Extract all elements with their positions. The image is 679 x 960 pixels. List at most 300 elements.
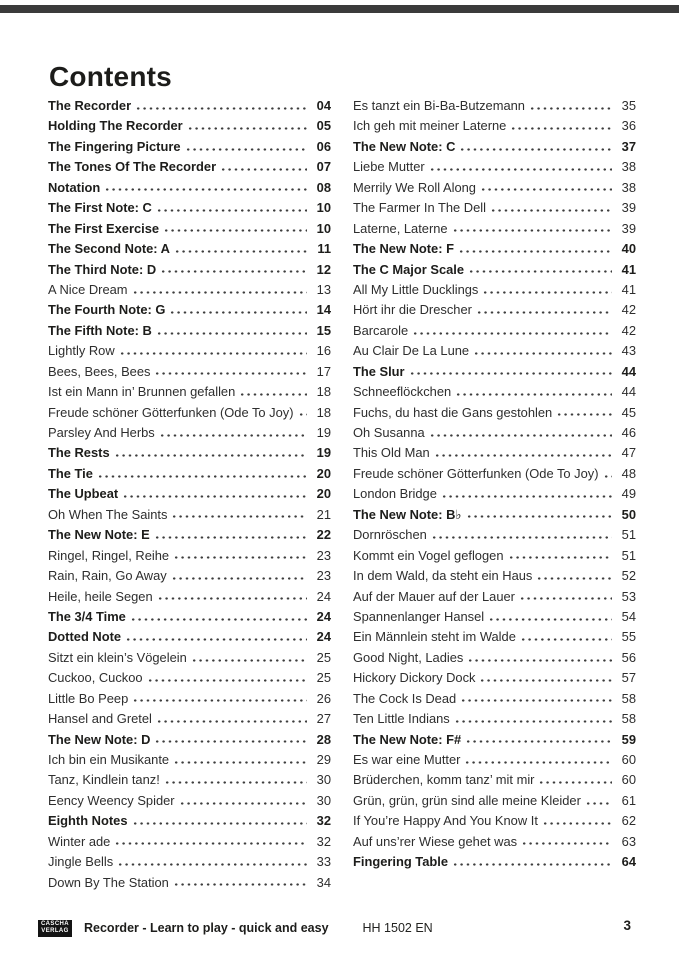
dot-leader: [122, 493, 307, 500]
toc-entry-page: 56: [621, 649, 636, 665]
toc-entry: [353, 505, 636, 525]
toc-entry-page: 44: [621, 384, 636, 400]
toc-column-left: [48, 96, 331, 893]
dot-leader: [147, 677, 307, 684]
scan-edge-strip: [0, 5, 679, 13]
dot-leader: [171, 575, 307, 582]
toc-entry: [353, 96, 636, 116]
footer-book-title: Recorder - Learn to play - quick and easy: [84, 921, 329, 935]
toc-entry-label: The Cock Is Dead: [353, 690, 457, 706]
dot-leader: [173, 759, 307, 766]
dot-leader: [510, 125, 612, 132]
toc-entry: [353, 116, 636, 136]
toc-entry-page: 42: [621, 302, 636, 318]
dot-leader: [114, 452, 307, 459]
toc-entry-page: 57: [621, 670, 636, 686]
toc-entry-label: Down By The Station: [48, 874, 169, 890]
toc-entry-label: The Rests: [48, 445, 110, 461]
toc-entry-page: 10: [316, 220, 331, 236]
toc-entry-page: 51: [621, 527, 636, 543]
dot-leader: [480, 186, 612, 193]
toc-column-right: [353, 96, 636, 893]
toc-entry-page: 52: [621, 568, 636, 584]
toc-entry-page: 18: [316, 384, 331, 400]
toc-entry: [48, 321, 331, 341]
toc-entry-label: The Fingering Picture: [48, 138, 181, 154]
toc-entry-page: 25: [316, 649, 331, 665]
toc-entry: [48, 382, 331, 402]
toc-entry-page: 34: [316, 874, 331, 890]
dot-leader: [464, 759, 612, 766]
toc-entry: [353, 280, 636, 300]
toc-entry-label: If You’re Happy And You Know It: [353, 813, 538, 829]
dot-leader: [173, 881, 307, 888]
toc-entry-page: 59: [621, 731, 636, 747]
toc-entry-page: 38: [621, 159, 636, 175]
toc-entry: [48, 484, 331, 504]
toc-entry-page: 41: [621, 281, 636, 297]
toc-entry-page: 07: [316, 159, 331, 175]
dot-leader: [132, 820, 308, 827]
toc-entry-label: Merrily We Roll Along: [353, 179, 476, 195]
toc-entry-label: Kommt ein Vogel geflogen: [353, 547, 504, 563]
dot-leader: [519, 595, 612, 602]
toc-entry-label: The Tie: [48, 465, 93, 481]
toc-entry: [48, 770, 331, 790]
toc-entry: [48, 525, 331, 545]
toc-entry: [353, 546, 636, 566]
dot-leader: [488, 616, 612, 623]
toc-entry-label: In dem Wald, da steht ein Haus: [353, 568, 533, 584]
toc-entry-page: 18: [316, 404, 331, 420]
toc-entry-page: 20: [316, 486, 331, 502]
toc-entry-label: Liebe Mutter: [353, 159, 425, 175]
toc-entry-page: 63: [621, 833, 636, 849]
toc-entry: [48, 587, 331, 607]
toc-entry-label: The Fourth Note: G: [48, 302, 166, 318]
toc-entry: [353, 525, 636, 545]
toc-entry-page: 24: [316, 629, 331, 645]
toc-entry: [353, 443, 636, 463]
toc-entry: [353, 300, 636, 320]
toc-entry-label: Laterne, Laterne: [353, 220, 448, 236]
toc-entry-page: 44: [621, 363, 636, 379]
toc-entry: [353, 832, 636, 852]
dot-leader: [459, 146, 612, 153]
toc-entry: [353, 770, 636, 790]
toc-entry-label: The Third Note: D: [48, 261, 157, 277]
toc-entry-label: Grün, grün, grün sind alle meine Kleider: [353, 792, 581, 808]
dot-leader: [585, 800, 612, 807]
toc-entry-page: 24: [316, 588, 331, 604]
dot-leader: [119, 350, 307, 357]
toc-entry-label: The New Note: C: [353, 138, 456, 154]
toc-entry: [48, 300, 331, 320]
dot-leader: [160, 268, 307, 275]
toc-entry: [48, 566, 331, 586]
toc-entry: [353, 587, 636, 607]
dot-leader: [298, 411, 307, 418]
toc-entry-page: 05: [316, 118, 331, 134]
dot-leader: [156, 207, 307, 214]
toc-entry-label: Lightly Row: [48, 343, 115, 359]
toc-entry-page: 13: [316, 281, 331, 297]
toc-entry-page: 35: [621, 98, 636, 113]
dot-leader: [529, 105, 612, 112]
toc-entry-page: 17: [316, 363, 331, 379]
toc-entry: [353, 341, 636, 361]
toc-entry-label: Jingle Bells: [48, 854, 114, 870]
toc-entry-page: 26: [316, 690, 331, 706]
toc-entry-label: Tanz, Kindlein tanz!: [48, 772, 160, 788]
toc-entry-label: Auf der Mauer auf der Lauer: [353, 588, 515, 604]
toc-entry: [353, 648, 636, 668]
toc-entry: [353, 709, 636, 729]
toc-entry-label: Parsley And Herbs: [48, 425, 155, 440]
toc-entry-label: Dornröschen: [353, 527, 427, 543]
toc-entry-label: Dotted Note: [48, 629, 122, 645]
toc-entry: [353, 791, 636, 811]
toc-entry: [48, 811, 331, 831]
toc-entry: [48, 116, 331, 136]
toc-entry-page: 08: [316, 179, 331, 195]
dot-leader: [452, 227, 612, 234]
dot-leader: [479, 677, 612, 684]
page-title: Contents: [49, 60, 172, 92]
toc-entry: [48, 341, 331, 361]
toc-entry: [48, 280, 331, 300]
toc-entry: [353, 689, 636, 709]
toc-entry: [48, 403, 331, 423]
toc-entry: [48, 709, 331, 729]
toc-entry: [353, 566, 636, 586]
toc-entry-page: 47: [621, 445, 636, 461]
toc-entry-page: 58: [621, 690, 636, 706]
toc-entry: [48, 607, 331, 627]
toc-entry-label: Ich bin ein Musikante: [48, 752, 170, 767]
toc-entry-page: 29: [316, 752, 331, 767]
toc-entry-page: 04: [316, 98, 331, 113]
toc-entry-page: 40: [621, 241, 636, 257]
toc-entry: [48, 443, 331, 463]
dot-leader: [187, 125, 307, 132]
dot-leader: [454, 718, 612, 725]
toc-entry-label: All My Little Ducklings: [353, 281, 479, 297]
toc-entry: [353, 137, 636, 157]
dot-leader: [132, 289, 307, 296]
toc-entry-page: 39: [621, 220, 636, 236]
toc-entry-page: 24: [316, 608, 331, 624]
dot-leader: [191, 657, 307, 664]
toc-entry: [48, 648, 331, 668]
toc-entry-label: The Tones Of The Recorder: [48, 159, 217, 175]
toc-entry-page: 15: [316, 322, 331, 338]
toc-entry-label: Bees, Bees, Bees: [48, 363, 151, 379]
toc-entry: [353, 811, 636, 831]
toc-entry: [353, 423, 636, 443]
toc-entry: [48, 668, 331, 688]
dot-leader: [434, 452, 612, 459]
toc-entry: [353, 178, 636, 198]
toc-entry-label: This Old Man: [353, 445, 430, 461]
toc-entry: [353, 607, 636, 627]
toc-entry-page: 54: [621, 608, 636, 624]
toc-entry-page: 42: [621, 322, 636, 338]
toc-entry: [48, 157, 331, 177]
toc-entry-page: 64: [621, 854, 636, 870]
toc-entry: [353, 403, 636, 423]
toc-entry: [353, 157, 636, 177]
toc-entry-page: 50: [621, 506, 636, 522]
toc-entry-label: Eency Weency Spider: [48, 792, 175, 808]
toc-entry-page: 48: [621, 465, 636, 481]
toc-entry: [48, 178, 331, 198]
toc-entry-label: The Upbeat: [48, 486, 119, 502]
toc-entry-page: 16: [316, 343, 331, 359]
toc-entry-label: Eighth Notes: [48, 813, 128, 829]
toc-entry-label: The New Note: B♭: [353, 506, 462, 522]
toc-entry-page: 23: [316, 547, 331, 563]
dot-leader: [542, 820, 612, 827]
toc-entry: [48, 423, 331, 443]
toc-entry-label: Hört ihr die Drescher: [353, 302, 472, 318]
dot-leader: [156, 330, 307, 337]
dot-leader: [412, 330, 612, 337]
toc-entry-label: Hansel and Gretel: [48, 711, 152, 727]
dot-leader: [520, 636, 612, 643]
toc-entry-page: 62: [621, 813, 636, 829]
toc-entry: [48, 627, 331, 647]
dot-leader: [460, 697, 612, 704]
toc-entry-label: Brüderchen, komm tanz’ mit mir: [353, 772, 535, 788]
toc-entry-label: Heile, heile Segen: [48, 588, 153, 604]
toc-entry: [353, 730, 636, 750]
toc-entry: [353, 484, 636, 504]
toc-entry: [48, 464, 331, 484]
table-of-contents: [48, 96, 636, 893]
dot-leader: [467, 657, 612, 664]
toc-entry: [353, 464, 636, 484]
toc-entry: [353, 362, 636, 382]
toc-entry: [353, 219, 636, 239]
toc-entry: [48, 96, 331, 116]
footer: [38, 917, 638, 939]
toc-entry-label: London Bridge: [353, 486, 437, 502]
toc-entry-page: 30: [316, 772, 331, 788]
dot-leader: [156, 718, 307, 725]
dot-leader: [473, 350, 612, 357]
toc-entry-page: 61: [621, 792, 636, 808]
page-number: 3: [623, 918, 631, 933]
toc-entry-page: 25: [316, 670, 331, 686]
toc-entry: [48, 832, 331, 852]
toc-entry-page: 46: [621, 425, 636, 440]
toc-entry-label: Ist ein Mann in’ Brunnen gefallen: [48, 384, 236, 400]
toc-entry-page: 32: [316, 833, 331, 849]
dot-leader: [163, 227, 307, 234]
toc-entry-page: 45: [621, 404, 636, 420]
toc-entry-page: 22: [316, 527, 331, 543]
dot-leader: [455, 391, 612, 398]
toc-entry-label: Barcarole: [353, 322, 409, 338]
toc-entry-label: The New Note: F: [353, 241, 454, 257]
dot-leader: [171, 513, 307, 520]
dot-leader: [154, 738, 307, 745]
dot-leader: [132, 697, 307, 704]
toc-entry-page: 51: [621, 547, 636, 563]
dot-leader: [482, 289, 612, 296]
toc-entry-label: Oh Susanna: [353, 425, 425, 440]
toc-entry-page: 23: [316, 568, 331, 584]
toc-entry: [48, 219, 331, 239]
dot-leader: [476, 309, 612, 316]
toc-entry-page: 12: [316, 261, 331, 277]
toc-entry-label: The First Exercise: [48, 220, 160, 236]
toc-entry: [48, 873, 331, 893]
toc-entry: [48, 239, 331, 259]
toc-entry: [353, 852, 636, 872]
toc-entry: [48, 750, 331, 770]
toc-entry-label: Schneeflöckchen: [353, 384, 452, 400]
dot-leader: [429, 432, 612, 439]
toc-entry-label: Little Bo Peep: [48, 690, 129, 706]
toc-entry-page: 60: [621, 772, 636, 788]
toc-entry-label: Ten Little Indians: [353, 711, 450, 727]
toc-entry-page: 32: [316, 813, 331, 829]
toc-entry-page: 49: [621, 486, 636, 502]
toc-entry: [48, 791, 331, 811]
toc-entry-label: Holding The Recorder: [48, 118, 183, 134]
dot-leader: [556, 411, 612, 418]
toc-entry-page: 37: [621, 138, 636, 154]
toc-entry-label: Sitzt ein klein’s Vögelein: [48, 649, 187, 665]
toc-entry-label: Spannenlanger Hansel: [353, 608, 485, 624]
toc-entry-label: Freude schöner Götterfunken (Ode To Joy): [353, 465, 599, 481]
toc-entry-page: 39: [621, 200, 636, 216]
toc-entry-page: 58: [621, 711, 636, 727]
toc-entry-label: Oh When The Saints: [48, 506, 168, 522]
toc-entry: [353, 198, 636, 218]
toc-entry-page: 11: [317, 241, 331, 257]
dot-leader: [452, 861, 612, 868]
dot-leader: [169, 309, 307, 316]
toc-entry-label: The Slur: [353, 363, 405, 379]
toc-entry-label: Ringel, Ringel, Reihe: [48, 547, 170, 563]
dot-leader: [538, 779, 612, 786]
dot-leader: [154, 370, 307, 377]
toc-entry-label: Es tanzt ein Bi-Ba-Butzemann: [353, 98, 525, 113]
toc-entry-page: 55: [621, 629, 636, 645]
toc-entry-page: 28: [316, 731, 331, 747]
toc-entry-page: 53: [621, 588, 636, 604]
dot-leader: [135, 105, 307, 112]
toc-entry: [48, 730, 331, 750]
dot-leader: [97, 473, 307, 480]
dot-leader: [441, 493, 612, 500]
toc-entry-label: Rain, Rain, Go Away: [48, 568, 167, 584]
dot-leader: [179, 800, 307, 807]
toc-entry: [353, 239, 636, 259]
toc-entry-label: The New Note: F#: [353, 731, 462, 747]
dot-leader: [468, 268, 612, 275]
toc-entry: [48, 852, 331, 872]
toc-entry-label: The 3/4 Time: [48, 608, 126, 624]
toc-entry-label: The Fifth Note: B: [48, 322, 152, 338]
toc-entry-page: 06: [316, 138, 331, 154]
dot-leader: [490, 207, 612, 214]
dot-leader: [130, 616, 307, 623]
toc-entry-page: 30: [316, 792, 331, 808]
toc-entry: [48, 198, 331, 218]
toc-entry-label: The Recorder: [48, 98, 132, 113]
toc-entry-page: 38: [621, 179, 636, 195]
dot-leader: [173, 554, 307, 561]
dot-leader: [603, 473, 612, 480]
publisher-logo-line1: CASCHA: [40, 921, 70, 927]
toc-entry-label: The First Note: C: [48, 200, 152, 216]
toc-entry-label: The New Note: E: [48, 527, 150, 543]
toc-entry-page: 19: [316, 445, 331, 461]
toc-entry-label: Hickory Dickory Dock: [353, 670, 476, 686]
dot-leader: [114, 840, 307, 847]
toc-entry: [48, 362, 331, 382]
toc-entry-label: Notation: [48, 179, 101, 195]
toc-entry-page: 10: [316, 200, 331, 216]
toc-entry-page: 20: [316, 465, 331, 481]
toc-entry: [353, 321, 636, 341]
dot-leader: [458, 248, 612, 255]
toc-entry-label: Fuchs, du hast die Gans gestohlen: [353, 404, 553, 420]
dot-leader: [521, 840, 612, 847]
dot-leader: [465, 738, 612, 745]
dot-leader: [104, 186, 307, 193]
toc-entry-page: 36: [621, 118, 636, 134]
toc-entry-label: Au Clair De La Lune: [353, 343, 470, 359]
toc-entry-page: 43: [621, 343, 636, 359]
dot-leader: [429, 166, 612, 173]
toc-entry-page: 41: [621, 261, 636, 277]
toc-entry-label: The C Major Scale: [353, 261, 465, 277]
toc-entry-label: Good Night, Ladies: [353, 649, 464, 665]
toc-entry-label: The New Note: D: [48, 731, 151, 747]
dot-leader: [431, 534, 612, 541]
dot-leader: [239, 391, 307, 398]
toc-entry-label: Cuckoo, Cuckoo: [48, 670, 143, 686]
toc-entry-label: Ich geh mit meiner Laterne: [353, 118, 507, 134]
toc-entry-label: A Nice Dream: [48, 281, 128, 297]
toc-entry: [353, 382, 636, 402]
toc-entry: [353, 750, 636, 770]
toc-entry-page: 33: [316, 854, 331, 870]
toc-entry: [48, 689, 331, 709]
toc-entry-page: 14: [316, 302, 331, 318]
toc-entry-label: Auf uns’rer Wiese gehet was: [353, 833, 518, 849]
toc-entry-page: 21: [316, 506, 331, 522]
dot-leader: [159, 432, 307, 439]
toc-entry: [48, 260, 331, 280]
dot-leader: [466, 513, 613, 520]
toc-entry-page: 60: [621, 752, 636, 767]
dot-leader: [536, 575, 612, 582]
publisher-logo-line2: VERLAG: [41, 928, 69, 934]
toc-entry-label: The Second Note: A: [48, 241, 170, 257]
publisher-logo: [38, 920, 72, 937]
toc-entry-label: Freude schöner Götterfunken (Ode To Joy): [48, 404, 294, 420]
toc-entry: [48, 505, 331, 525]
dot-leader: [125, 636, 307, 643]
toc-entry: [353, 627, 636, 647]
toc-entry-label: Es war eine Mutter: [353, 752, 461, 767]
